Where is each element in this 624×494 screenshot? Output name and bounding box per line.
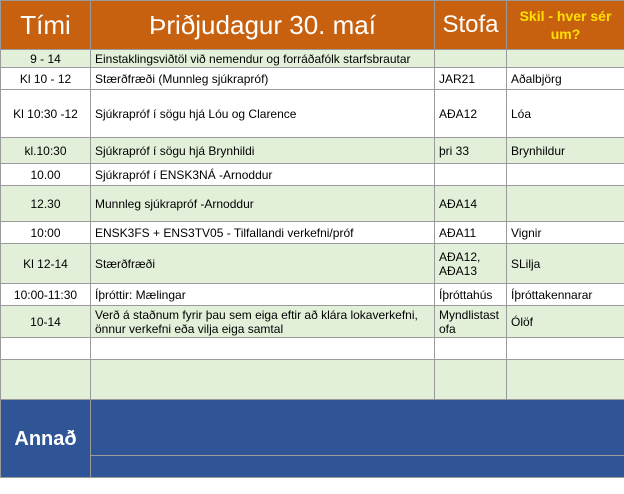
row-time: Kl 12-14 xyxy=(1,244,91,284)
table-row xyxy=(1,360,624,400)
header-room: Stofa xyxy=(435,1,507,50)
annad-row xyxy=(1,400,624,456)
table-row xyxy=(1,306,624,338)
row-time: 10.00 xyxy=(1,164,91,186)
row-room: AÐA12 xyxy=(435,90,507,138)
row-room: JAR21 xyxy=(435,68,507,90)
table-row xyxy=(1,284,624,306)
row-who xyxy=(507,164,624,186)
row-who xyxy=(507,338,624,360)
row-room xyxy=(435,360,507,400)
table-row xyxy=(1,68,624,90)
row-room xyxy=(435,164,507,186)
row-time: 10:00-11:30 xyxy=(1,284,91,306)
row-room: þri 33 xyxy=(435,138,507,164)
row-who xyxy=(507,186,624,222)
row-who xyxy=(507,50,624,68)
row-who: Íþróttakennarar xyxy=(507,284,624,306)
annad-content-cell xyxy=(91,400,624,456)
row-who: Ólöf xyxy=(507,306,624,338)
row-time: 12.30 xyxy=(1,186,91,222)
row-who: Aðalbjörg xyxy=(507,68,624,90)
table-row xyxy=(1,222,624,244)
annad-content-cell-bottom xyxy=(91,456,624,478)
header-time: Tími xyxy=(1,1,91,50)
row-who: Lóa xyxy=(507,90,624,138)
row-time: Kl 10 - 12 xyxy=(1,68,91,90)
row-event: Sjúkrapróf í sögu hjá Brynhildi xyxy=(91,138,435,164)
row-room: AÐA12, AÐA13 xyxy=(435,244,507,284)
table-row xyxy=(1,164,624,186)
table-row xyxy=(1,50,624,68)
row-time: 10:00 xyxy=(1,222,91,244)
row-who: SLilja xyxy=(507,244,624,284)
row-event: Munnleg sjúkrapróf -Arnoddur xyxy=(91,186,435,222)
row-time: Kl 10:30 -12 xyxy=(1,90,91,138)
row-event: Íþróttir: Mælingar xyxy=(91,284,435,306)
row-event: ENSK3FS + ENS3TV05 - Tilfallandi verkefni/próf xyxy=(91,222,435,244)
table-row xyxy=(1,186,624,222)
row-room: Myndlistast ofa xyxy=(435,306,507,338)
row-time: kl.10:30 xyxy=(1,138,91,164)
row-room: Íþróttahús xyxy=(435,284,507,306)
row-event: Einstaklingsviðtöl við nemendur og forráðafólk starfsbrautar xyxy=(91,50,435,68)
row-who: Brynhildur xyxy=(507,138,624,164)
table-row xyxy=(1,138,624,164)
header-row xyxy=(1,1,624,50)
row-event: Verð á staðnum fyrir þau sem eiga eftir að klára lokaverkefni, önnur verkefni eða vilja eiga samtal xyxy=(91,306,435,338)
row-who xyxy=(507,360,624,400)
header-day: Þriðjudagur 30. maí xyxy=(91,1,435,50)
row-room xyxy=(435,50,507,68)
annad-row-bottom xyxy=(1,456,624,478)
row-event: Sjúkrapróf í sögu hjá Lóu og Clarence xyxy=(91,90,435,138)
row-event: Stærðfræði (Munnleg sjúkrapróf) xyxy=(91,68,435,90)
row-room xyxy=(435,338,507,360)
header-return: Skil - hver sér um? xyxy=(507,1,624,50)
row-time: 9 - 14 xyxy=(1,50,91,68)
row-who: Vignir xyxy=(507,222,624,244)
row-event: Stærðfræði xyxy=(91,244,435,284)
table-row xyxy=(1,244,624,284)
annad-label: Annað xyxy=(1,400,91,478)
row-event: Sjúkrapróf í ENSK3NÁ -Arnoddur xyxy=(91,164,435,186)
row-event xyxy=(91,338,435,360)
row-time: 10-14 xyxy=(1,306,91,338)
row-time xyxy=(1,360,91,400)
row-event xyxy=(91,360,435,400)
row-room: AÐA11 xyxy=(435,222,507,244)
table-row xyxy=(1,338,624,360)
row-time xyxy=(1,338,91,360)
table-row xyxy=(1,90,624,138)
row-room: AÐA14 xyxy=(435,186,507,222)
